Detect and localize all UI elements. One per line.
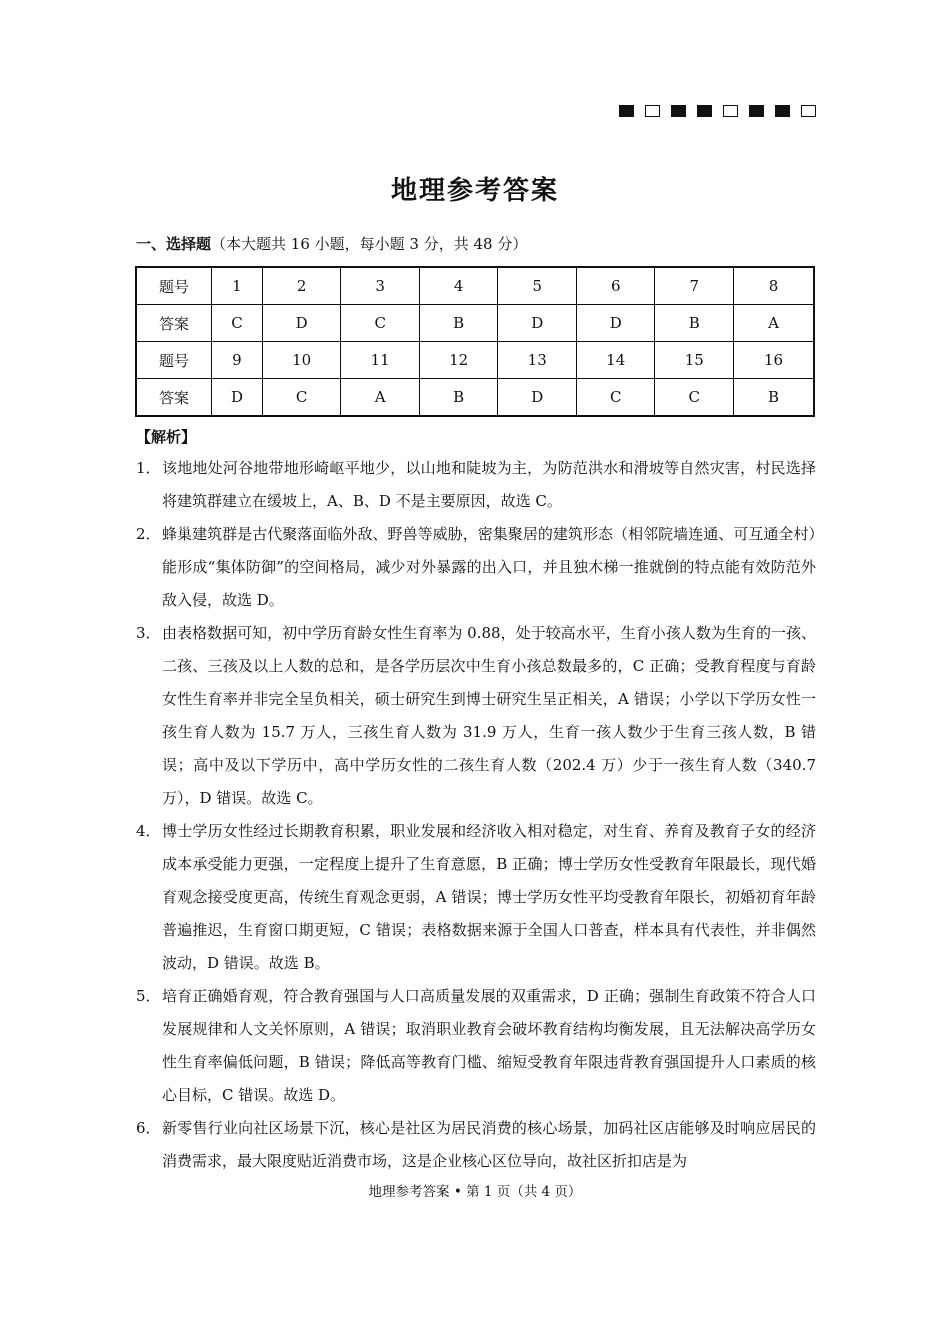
header-mark-empty <box>723 105 738 117</box>
table-cell: 16 <box>734 342 815 379</box>
section-heading-label: 一、选择题 <box>136 235 212 253</box>
analysis-item-number: 4． <box>136 822 161 840</box>
analysis-item-text: 培育正确婚育观，符合教育强国与人口高质量发展的双重需求，D 正确；强制生育政策不符合人口发展规律和人文关怀原则，A 错误；取消职业教育会破坏教育结构均衡发展，且无法解决高学历女性生育率偏低问题，B 错误；降低高等教育门槛、缩短受教育年限违背教育强国提升人口素质的核心目标，C 错误。故选 D。 <box>162 987 816 1104</box>
answer-table <box>135 266 815 417</box>
analysis-item-text: 该地地处河谷地带地形崎岖平地少，以山地和陡坡为主，为防范洪水和滑坡等自然灾害，村民选择将建筑群建立在缓坡上，A、B、D 不是主要原因，故选 C。 <box>162 459 816 510</box>
header-mark-filled <box>749 105 764 117</box>
analysis-item-number: 5． <box>136 987 161 1005</box>
header-mark-filled <box>775 105 790 117</box>
table-cell: D <box>576 305 655 342</box>
section-heading-note: （本大题共 16 小题，每小题 3 分，共 48 分） <box>211 235 528 253</box>
analysis-label-text: 【解析】 <box>136 428 197 446</box>
page-footer: 地理参考答案 • 第 1 页（共 4 页） <box>368 1184 582 1200</box>
table-cell: 2 <box>262 267 341 305</box>
table-cell: 11 <box>341 342 420 379</box>
table-cell: 15 <box>655 342 734 379</box>
table-cell: C <box>576 379 655 417</box>
analysis-item <box>136 815 816 980</box>
table-row-label: 题号 <box>136 267 212 305</box>
table-cell: 14 <box>576 342 655 379</box>
header-mark-empty <box>801 105 816 117</box>
table-cell: D <box>498 379 577 417</box>
analysis-item-text: 新零售行业向社区场景下沉，核心是社区为居民消费的核心场景，加码社区店能够及时响应居民的消费需求，最大限度贴近消费市场，这是企业核心区位导向，故社区折扣店是为 <box>162 1119 816 1170</box>
table-cell: D <box>498 305 577 342</box>
section-heading <box>136 233 527 254</box>
table-cell: 12 <box>419 342 498 379</box>
table-cell: D <box>212 379 263 417</box>
analysis-item <box>136 518 816 617</box>
table-cell: B <box>419 379 498 417</box>
analysis-item-number: 2． <box>136 525 161 543</box>
table-cell: B <box>419 305 498 342</box>
table-cell: C <box>341 305 420 342</box>
table-cell: 6 <box>576 267 655 305</box>
analysis-item <box>136 980 816 1112</box>
header-mark-filled <box>619 105 634 117</box>
analysis-label <box>136 426 196 447</box>
table-cell: 5 <box>498 267 577 305</box>
table-cell: A <box>341 379 420 417</box>
table-row-label: 答案 <box>136 379 212 417</box>
table-row <box>136 342 814 379</box>
table-row <box>136 267 814 305</box>
analysis-item-text: 蜂巢建筑群是古代聚落面临外敌、野兽等威胁，密集聚居的建筑形态（相邻院墙连通、可互通全村）能形成“集体防御”的空间格局，减少对外暴露的出入口，并且独木梯一推就倒的特点能有效防范外敌入侵，故选 D。 <box>162 525 816 609</box>
analysis-item-number: 1． <box>136 459 161 477</box>
table-cell: 1 <box>212 267 263 305</box>
analysis-item <box>136 617 816 815</box>
table-row-label: 题号 <box>136 342 212 379</box>
table-cell: C <box>655 379 734 417</box>
table-cell: 4 <box>419 267 498 305</box>
table-cell: D <box>262 305 341 342</box>
table-cell: 7 <box>655 267 734 305</box>
table-cell: 10 <box>262 342 341 379</box>
analysis-item-text: 博士学历女性经过长期教育积累，职业发展和经济收入相对稳定，对生育、养育及教育子女的经济成本承受能力更强，一定程度上提升了生育意愿，B 正确；博士学历女性受教育年限最长，现代婚育观念接受度更高，传统生育观念更弱，A 错误；博士学历女性平均受教育年限长，初婚初育年龄普遍推迟，生育窗口期更短，C 错误；表格数据来源于全国人口普查，样本具有代表性，并非偶然波动，D 错误。故选 B。 <box>162 822 816 972</box>
header-marks <box>619 105 816 117</box>
table-row <box>136 305 814 342</box>
table-cell: A <box>734 305 815 342</box>
page-title: 地理参考答案 <box>390 176 559 206</box>
table-cell: 13 <box>498 342 577 379</box>
table-cell: C <box>262 379 341 417</box>
analysis-item-text: 由表格数据可知，初中学历育龄女性生育率为 0.88，处于较高水平，生育小孩人数为生育的一孩、二孩、三孩及以上人数的总和，是各学历层次中生育小孩总数最多的，C 正确；受教育程度与育龄女性生育率并非完全呈负相关，硕士研究生到博士研究生呈正相关，A 错误；小学以下学历女性一孩生育人数为 15.7 万人，三孩生育人数为 31.9 万人，生育一孩人数少于生育三孩人数，B 错误；高中及以下学历中，高中学历女性的二孩生育人数（202.4 万）少于一孩生育人数（340.7 万），D 错误。故选 C。 <box>162 624 816 807</box>
analysis-list <box>136 452 816 1178</box>
analysis-item <box>136 452 816 518</box>
table-cell: B <box>734 379 815 417</box>
header-mark-filled <box>671 105 686 117</box>
table-cell: C <box>212 305 263 342</box>
table-cell: 3 <box>341 267 420 305</box>
analysis-item <box>136 1112 816 1178</box>
analysis-item-number: 6． <box>136 1119 161 1137</box>
analysis-item-number: 3． <box>136 624 161 642</box>
table-row <box>136 379 814 417</box>
table-row-label: 答案 <box>136 305 212 342</box>
table-cell: 9 <box>212 342 263 379</box>
header-mark-filled <box>697 105 712 117</box>
table-cell: B <box>655 305 734 342</box>
header-mark-empty <box>645 105 660 117</box>
table-cell: 8 <box>734 267 815 305</box>
